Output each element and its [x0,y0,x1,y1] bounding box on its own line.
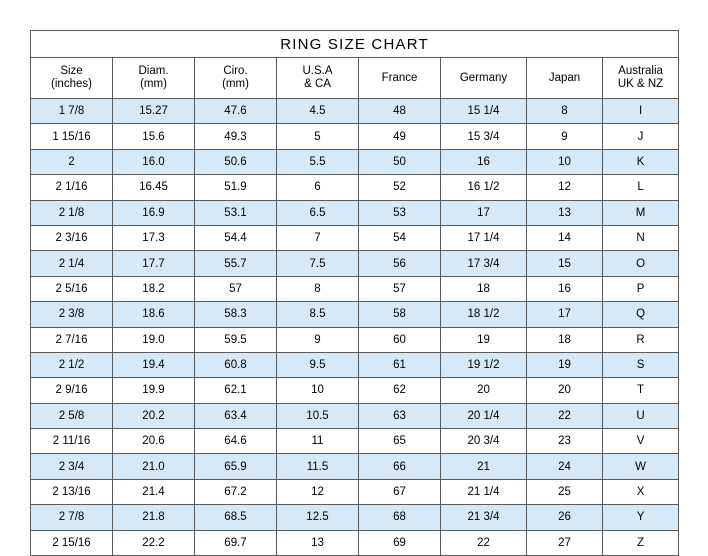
table-cell: 62 [359,378,441,403]
table-cell: W [603,454,679,479]
table-cell: 18 1/2 [441,302,527,327]
table-cell: 10.5 [277,403,359,428]
table-cell: 68 [359,505,441,530]
table-row [31,124,679,149]
table-cell: 63 [359,403,441,428]
table-cell: 22.2 [113,530,195,555]
table-cell: Z [603,530,679,555]
table-cell: 2 15/16 [31,530,113,555]
table-cell: 19 [441,327,527,352]
table-cell: 65 [359,429,441,454]
table-cell: 57 [359,276,441,301]
table-cell: 2 3/16 [31,225,113,250]
table-cell: 53.1 [195,200,277,225]
column-header-japan-line1: Japan [548,71,581,84]
table-cell: 4.5 [277,99,359,124]
table-cell: 2 5/16 [31,276,113,301]
column-header-germany-line1: Germany [459,71,508,84]
table-cell: 16 [441,149,527,174]
table-cell: 9.5 [277,352,359,377]
table-cell: K [603,149,679,174]
table-cell: 8.5 [277,302,359,327]
table-body [31,99,679,556]
table-cell: 21 [441,454,527,479]
ring-size-table [30,30,679,556]
table-row [31,479,679,504]
table-cell: 2 1/8 [31,200,113,225]
table-cell: 23 [527,429,603,454]
table-cell: L [603,175,679,200]
title-row [31,31,679,58]
table-cell: 15 3/4 [441,124,527,149]
table-cell: 13 [277,530,359,555]
table-cell: 56 [359,251,441,276]
table-cell: 10 [527,149,603,174]
table-cell: 2 7/8 [31,505,113,530]
table-cell: 58 [359,302,441,327]
table-cell: 65.9 [195,454,277,479]
column-header-australia-line1: Australia [618,65,663,77]
table-cell: 22 [527,403,603,428]
ring-size-chart [30,30,678,556]
table-cell: Y [603,505,679,530]
table-row [31,276,679,301]
table-cell: 5 [277,124,359,149]
table-cell: 25 [527,479,603,504]
table-cell: 47.6 [195,99,277,124]
chart-title: RING SIZE CHART [31,31,679,58]
column-header-france-line1: France [381,71,418,84]
table-cell: 62.1 [195,378,277,403]
table-cell: 16 1/2 [441,175,527,200]
table-cell: 16.45 [113,175,195,200]
table-cell: 49.3 [195,124,277,149]
table-cell: 12 [277,479,359,504]
table-cell: O [603,251,679,276]
table-cell: 20 [441,378,527,403]
table-row [31,200,679,225]
table-cell: 15.27 [113,99,195,124]
table-cell: 64.6 [195,429,277,454]
table-cell: 21.0 [113,454,195,479]
column-header-usa-ca [277,58,359,99]
table-cell: 9 [527,124,603,149]
table-cell: 2 1/2 [31,352,113,377]
table-cell: 24 [527,454,603,479]
table-cell: 16 [527,276,603,301]
table-cell: J [603,124,679,149]
column-header-size [31,58,113,99]
table-cell: 18 [527,327,603,352]
table-cell: X [603,479,679,504]
table-cell: 7 [277,225,359,250]
table-cell: 26 [527,505,603,530]
table-cell: 59.5 [195,327,277,352]
table-cell: 8 [277,276,359,301]
column-header-france [359,58,441,99]
table-cell: 15 1/4 [441,99,527,124]
table-cell: M [603,200,679,225]
table-row [31,530,679,555]
table-cell: 17 [441,200,527,225]
table-cell: 57 [195,276,277,301]
table-cell: 48 [359,99,441,124]
table-cell: P [603,276,679,301]
column-header-circumference-line1: Ciro. [223,65,248,77]
table-cell: 50 [359,149,441,174]
table-cell: 2 1/16 [31,175,113,200]
table-cell: 51.9 [195,175,277,200]
table-cell: 22 [441,530,527,555]
table-cell: 20 3/4 [441,429,527,454]
column-header-diameter-line1: Diam. [138,65,169,77]
column-header-australia-line2: UK & NZ [617,78,664,90]
table-cell: 2 1/4 [31,251,113,276]
table-cell: 11 [277,429,359,454]
table-cell: 60 [359,327,441,352]
table-cell: 17.3 [113,225,195,250]
table-cell: 2 [31,149,113,174]
table-cell: 20.2 [113,403,195,428]
table-cell: 2 7/16 [31,327,113,352]
table-row [31,327,679,352]
table-cell: 2 5/8 [31,403,113,428]
table-cell: 11.5 [277,454,359,479]
table-row [31,505,679,530]
table-cell: 7.5 [277,251,359,276]
table-cell: 58.3 [195,302,277,327]
column-header-size-line1: Size [60,65,83,77]
table-cell: 17 3/4 [441,251,527,276]
table-cell: 69 [359,530,441,555]
table-cell: 1 7/8 [31,99,113,124]
table-cell: 18.6 [113,302,195,327]
table-cell: 54.4 [195,225,277,250]
table-cell: 21 1/4 [441,479,527,504]
column-header-germany [441,58,527,99]
table-cell: 15 [527,251,603,276]
table-cell: 68.5 [195,505,277,530]
table-cell: 19.9 [113,378,195,403]
column-header-usa-ca-line1: U.S.A [302,65,333,77]
table-cell: 16.9 [113,200,195,225]
table-cell: 20 [527,378,603,403]
table-cell: 19.0 [113,327,195,352]
table-cell: 2 11/16 [31,429,113,454]
table-cell: 6.5 [277,200,359,225]
table-cell: 19 1/2 [441,352,527,377]
table-cell: 67 [359,479,441,504]
table-cell: 60.8 [195,352,277,377]
table-cell: 21 3/4 [441,505,527,530]
table-cell: 12 [527,175,603,200]
table-cell: 52 [359,175,441,200]
column-header-usa-ca-line2: & CA [304,78,331,90]
table-cell: 2 13/16 [31,479,113,504]
table-cell: 63.4 [195,403,277,428]
table-cell: U [603,403,679,428]
table-cell: 66 [359,454,441,479]
table-cell: T [603,378,679,403]
table-row [31,225,679,250]
table-cell: 8 [527,99,603,124]
table-cell: 2 3/8 [31,302,113,327]
table-header [31,31,679,99]
table-cell: 16.0 [113,149,195,174]
table-cell: 12.5 [277,505,359,530]
table-cell: 53 [359,200,441,225]
table-cell: R [603,327,679,352]
table-cell: 9 [277,327,359,352]
table-row [31,378,679,403]
table-row [31,302,679,327]
column-header-diameter-line2: (mm) [140,78,167,90]
table-cell: I [603,99,679,124]
table-cell: 54 [359,225,441,250]
table-cell: 61 [359,352,441,377]
table-cell: S [603,352,679,377]
table-cell: 20 1/4 [441,403,527,428]
table-cell: 5.5 [277,149,359,174]
table-row [31,251,679,276]
table-cell: 15.6 [113,124,195,149]
table-cell: 10 [277,378,359,403]
table-cell: 14 [527,225,603,250]
table-row [31,175,679,200]
column-header-row [31,58,679,99]
table-cell: N [603,225,679,250]
table-cell: 55.7 [195,251,277,276]
table-row [31,403,679,428]
table-cell: 19 [527,352,603,377]
table-cell: V [603,429,679,454]
table-cell: 50.6 [195,149,277,174]
column-header-size-line2: (inches) [51,78,92,90]
table-cell: 2 3/4 [31,454,113,479]
table-cell: 18 [441,276,527,301]
column-header-circumference [195,58,277,99]
table-cell: 67.2 [195,479,277,504]
table-cell: 27 [527,530,603,555]
table-row [31,352,679,377]
table-cell: 1 15/16 [31,124,113,149]
table-cell: 20.6 [113,429,195,454]
table-cell: 13 [527,200,603,225]
table-cell: 69.7 [195,530,277,555]
table-row [31,454,679,479]
column-header-circumference-line2: (mm) [222,78,249,90]
table-cell: 49 [359,124,441,149]
table-cell: 17.7 [113,251,195,276]
table-row [31,429,679,454]
table-cell: 21.4 [113,479,195,504]
table-cell: 17 1/4 [441,225,527,250]
table-cell: 21.8 [113,505,195,530]
table-cell: 19.4 [113,352,195,377]
column-header-australia-uk-nz [603,58,679,99]
table-cell: Q [603,302,679,327]
table-row [31,99,679,124]
table-cell: 6 [277,175,359,200]
column-header-diameter [113,58,195,99]
table-cell: 2 9/16 [31,378,113,403]
table-cell: 17 [527,302,603,327]
table-cell: 18.2 [113,276,195,301]
table-row [31,149,679,174]
column-header-japan [527,58,603,99]
